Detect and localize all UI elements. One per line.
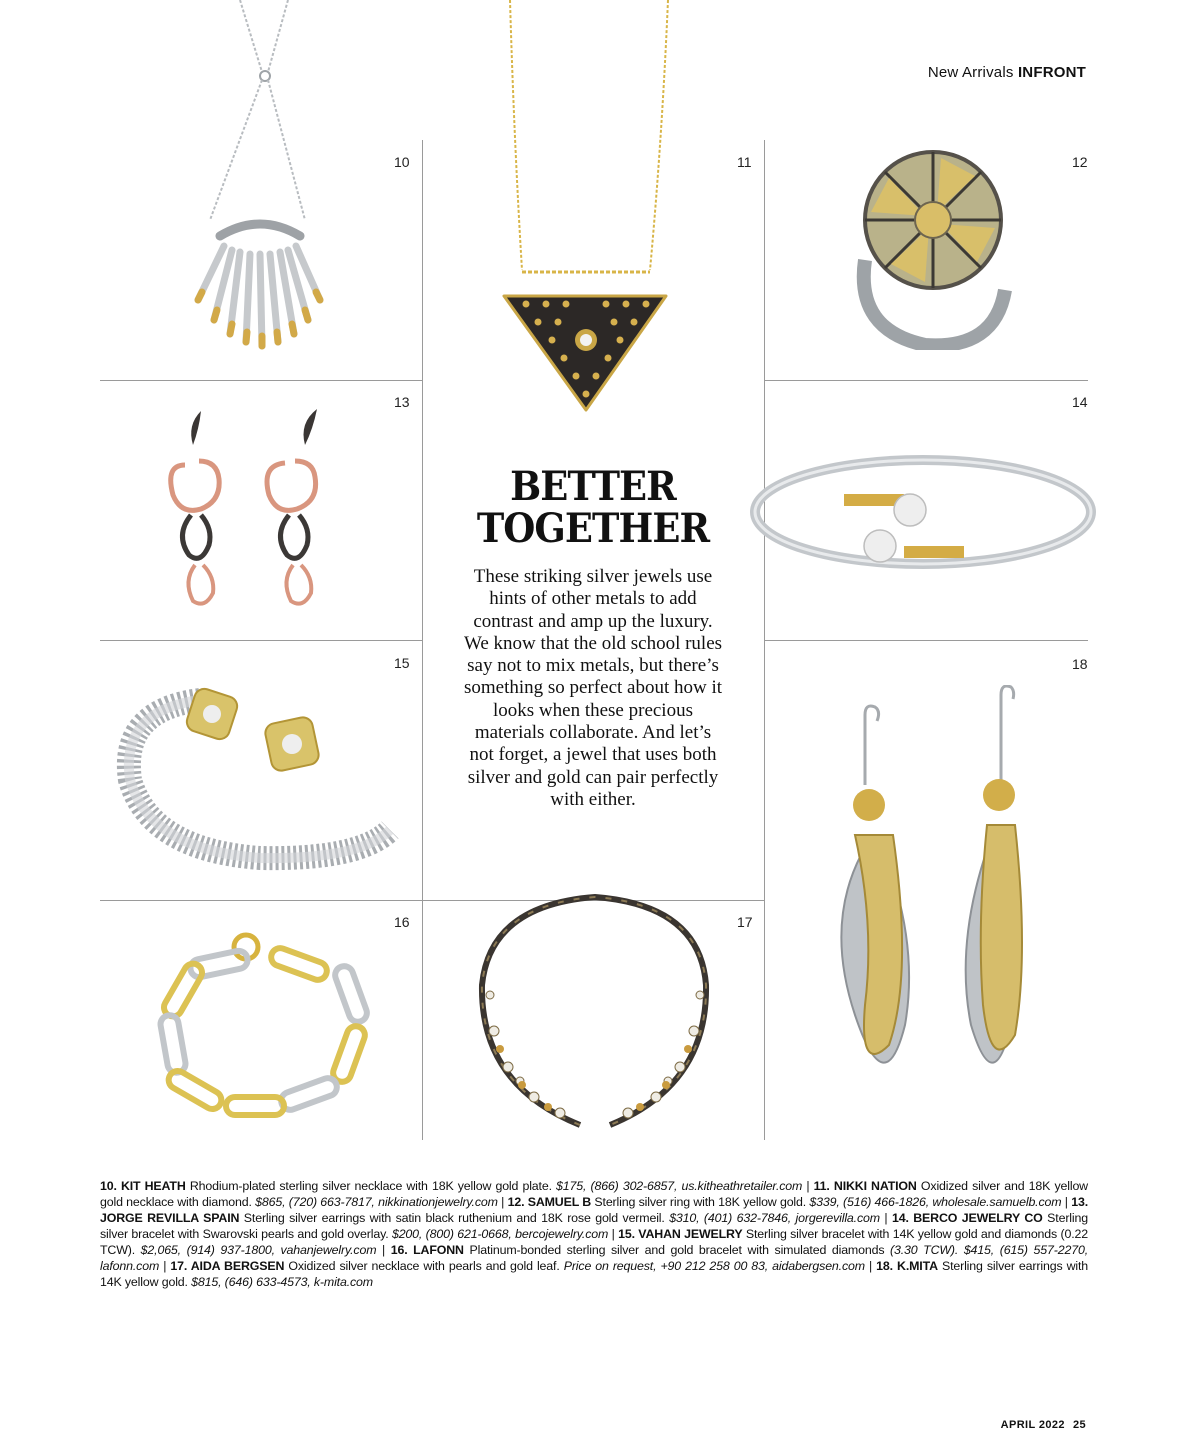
- credit-info: $339, (516) 466-1826, wholesale.samuelb.com: [809, 1195, 1062, 1209]
- feature-title-line: BETTER: [510, 463, 676, 510]
- item-number: 11: [737, 154, 752, 170]
- credit-desc: Sterling silver ring with 18K yellow gold.: [591, 1195, 810, 1209]
- fan-pendant-necklace-image: [180, 0, 340, 360]
- grid-divider: [100, 900, 422, 901]
- rose-gold-earrings-image: [165, 405, 335, 615]
- credit-title: 16. LAFONN: [390, 1243, 464, 1257]
- section-header: [928, 64, 1086, 81]
- credit-title: 11. NIKKI NATION: [813, 1179, 917, 1193]
- credit-desc: Sterling silver earrings with 14K yellow gold.: [100, 1259, 1089, 1289]
- item-number: 10: [394, 154, 410, 170]
- credit-info: $175, (866) 302-6857, us.kitheathretailer.com: [556, 1179, 803, 1193]
- feature-block: [462, 463, 724, 811]
- credit-title: 10. KIT HEATH: [100, 1179, 186, 1193]
- grid-divider: [100, 640, 422, 641]
- grid-divider: [765, 380, 1088, 381]
- credit-desc: Oxidized silver necklace with pearls and gold leaf.: [284, 1259, 564, 1273]
- feature-body: These striking silver jewels use hints of other metals to add contrast and amp up the luxury. We know that the old school rules say not to mix metals, but there’s something so perfect about how it looks when these precious materials collaborate. And let’s not forget, a jewel that uses both silver and gold can pair perfectly with either.: [463, 566, 723, 810]
- credit-info: (3.30 TCW). $415, (615) 557-2270, lafonn.com: [100, 1243, 1088, 1273]
- header-section: INFRONT: [1017, 64, 1086, 81]
- credit-desc: Sterling silver earrings with satin black ruthenium and 18K rose gold vermeil.: [239, 1211, 670, 1225]
- credit-title: 15. VAHAN JEWELRY: [618, 1227, 743, 1241]
- credit-desc: Sterling silver bracelet with Swarovski pearls and gold overlay.: [100, 1211, 1088, 1241]
- pearl-cuff-bracelet-image: [748, 450, 1098, 580]
- credit-info: $815, (646) 633-4573, k-mita.com: [191, 1275, 373, 1289]
- item-number: 13: [394, 394, 410, 410]
- credit-desc: Sterling silver bracelet with 14K yellow gold and diamonds (0.22 TCW).: [100, 1227, 1088, 1257]
- page-number: 25: [1072, 1419, 1086, 1431]
- item-number: 14: [1072, 394, 1088, 410]
- feature-title-line: TOGETHER: [476, 505, 710, 552]
- credit-info: $2,065, (914) 937-1800, vahanjewelry.com: [140, 1243, 377, 1257]
- paperclip-link-bracelet-image: [130, 925, 380, 1125]
- credit-title: 18. K.MITA: [876, 1259, 938, 1273]
- gold-silver-ring-image: [845, 150, 1025, 350]
- item-number: 16: [394, 914, 410, 930]
- issue-date: APRIL 2022: [1000, 1419, 1065, 1431]
- credit-info: Price on request, +90 212 258 00 83, aidabergsen.com: [563, 1259, 865, 1273]
- grid-divider: [100, 380, 422, 381]
- grid-divider: [422, 140, 423, 1140]
- gold-silver-drop-earrings-image: [815, 685, 1060, 1130]
- item-number: 15: [394, 655, 410, 671]
- triangle-pendant-necklace-image: [490, 0, 680, 420]
- credit-title: 13. JORGE REVILLA SPAIN: [100, 1195, 1089, 1225]
- page-folio: [1001, 1419, 1086, 1431]
- header-prefix: New Arrivals: [927, 64, 1014, 81]
- credit-info: $200, (800) 621-0668, bercojewelry.com: [391, 1227, 609, 1241]
- cable-cuff-bracelet-image: [110, 680, 410, 880]
- credit-info: $310, (401) 632-7846, jorgerevilla.com: [669, 1211, 880, 1225]
- credit-title: 14. BERCO JEWELRY CO: [891, 1211, 1043, 1225]
- credit-desc: Oxidized silver and 18K yellow gold necklace with diamond.: [100, 1179, 1088, 1209]
- credit-title: 17. AIDA BERGSEN: [170, 1259, 285, 1273]
- credit-info: $865, (720) 663-7817, nikkinationjewelry.com: [255, 1195, 498, 1209]
- item-number: 12: [1072, 154, 1088, 170]
- feature-title: [472, 463, 713, 552]
- item-number: 17: [737, 914, 753, 930]
- credit-desc: Platinum-bonded sterling silver and gold bracelet with simulated diamonds: [463, 1243, 891, 1257]
- branch-pearl-necklace-image: [460, 885, 730, 1145]
- credit-desc: Rhodium-plated sterling silver necklace with 18K yellow gold plate.: [185, 1179, 557, 1193]
- item-number: 18: [1072, 656, 1088, 672]
- credit-title: 12. SAMUEL B: [507, 1195, 592, 1209]
- grid-divider: [765, 640, 1088, 641]
- product-credits: 10. KIT HEATH Rhodium-plated sterling silver necklace with 18K yellow gold plate. $175, (866) 302-6857, us.kitheathretailer.com | 11. NIKKI NATION Oxidized silver and 18K yellow gold necklace with diamond. $865, (720) 663-7817, nikkinationjewelry.com | 12. SAMUEL B Sterling silver ring with 18K yellow gold. $339, (516) 466-1826, wholesale.samuelb.com | 13. JORGE REVILLA SPAIN Sterling silver earrings with satin black ruthenium and 18K rose gold vermeil. $310, (401) 632-7846, jorgerevilla.com | 14. BERCO JEWELRY CO Sterling silver bracelet with Swarovski pearls and gold overlay. $200, (800) 621-0668, bercojewelry.com | 15. VAHAN JEWELRY Sterling silver bracelet with 14K yellow gold and diamonds (0.22 TCW). $2,065, (914) 937-1800, vahanjewelry.com | 16. LAFONN Platinum-bonded sterling silver and gold bracelet with simulated diamonds (3.30 TCW). $415, (615) 557-2270, lafonn.com | 17. AIDA BERGSEN Oxidized silver necklace with pearls and gold leaf. Price on request, +90 212 258 00 83, aidabergsen.com | 18. K.MITA Sterling silver earrings with 14K yellow gold. $815, (646) 633-4573, k-mita.com: [100, 1179, 1089, 1289]
